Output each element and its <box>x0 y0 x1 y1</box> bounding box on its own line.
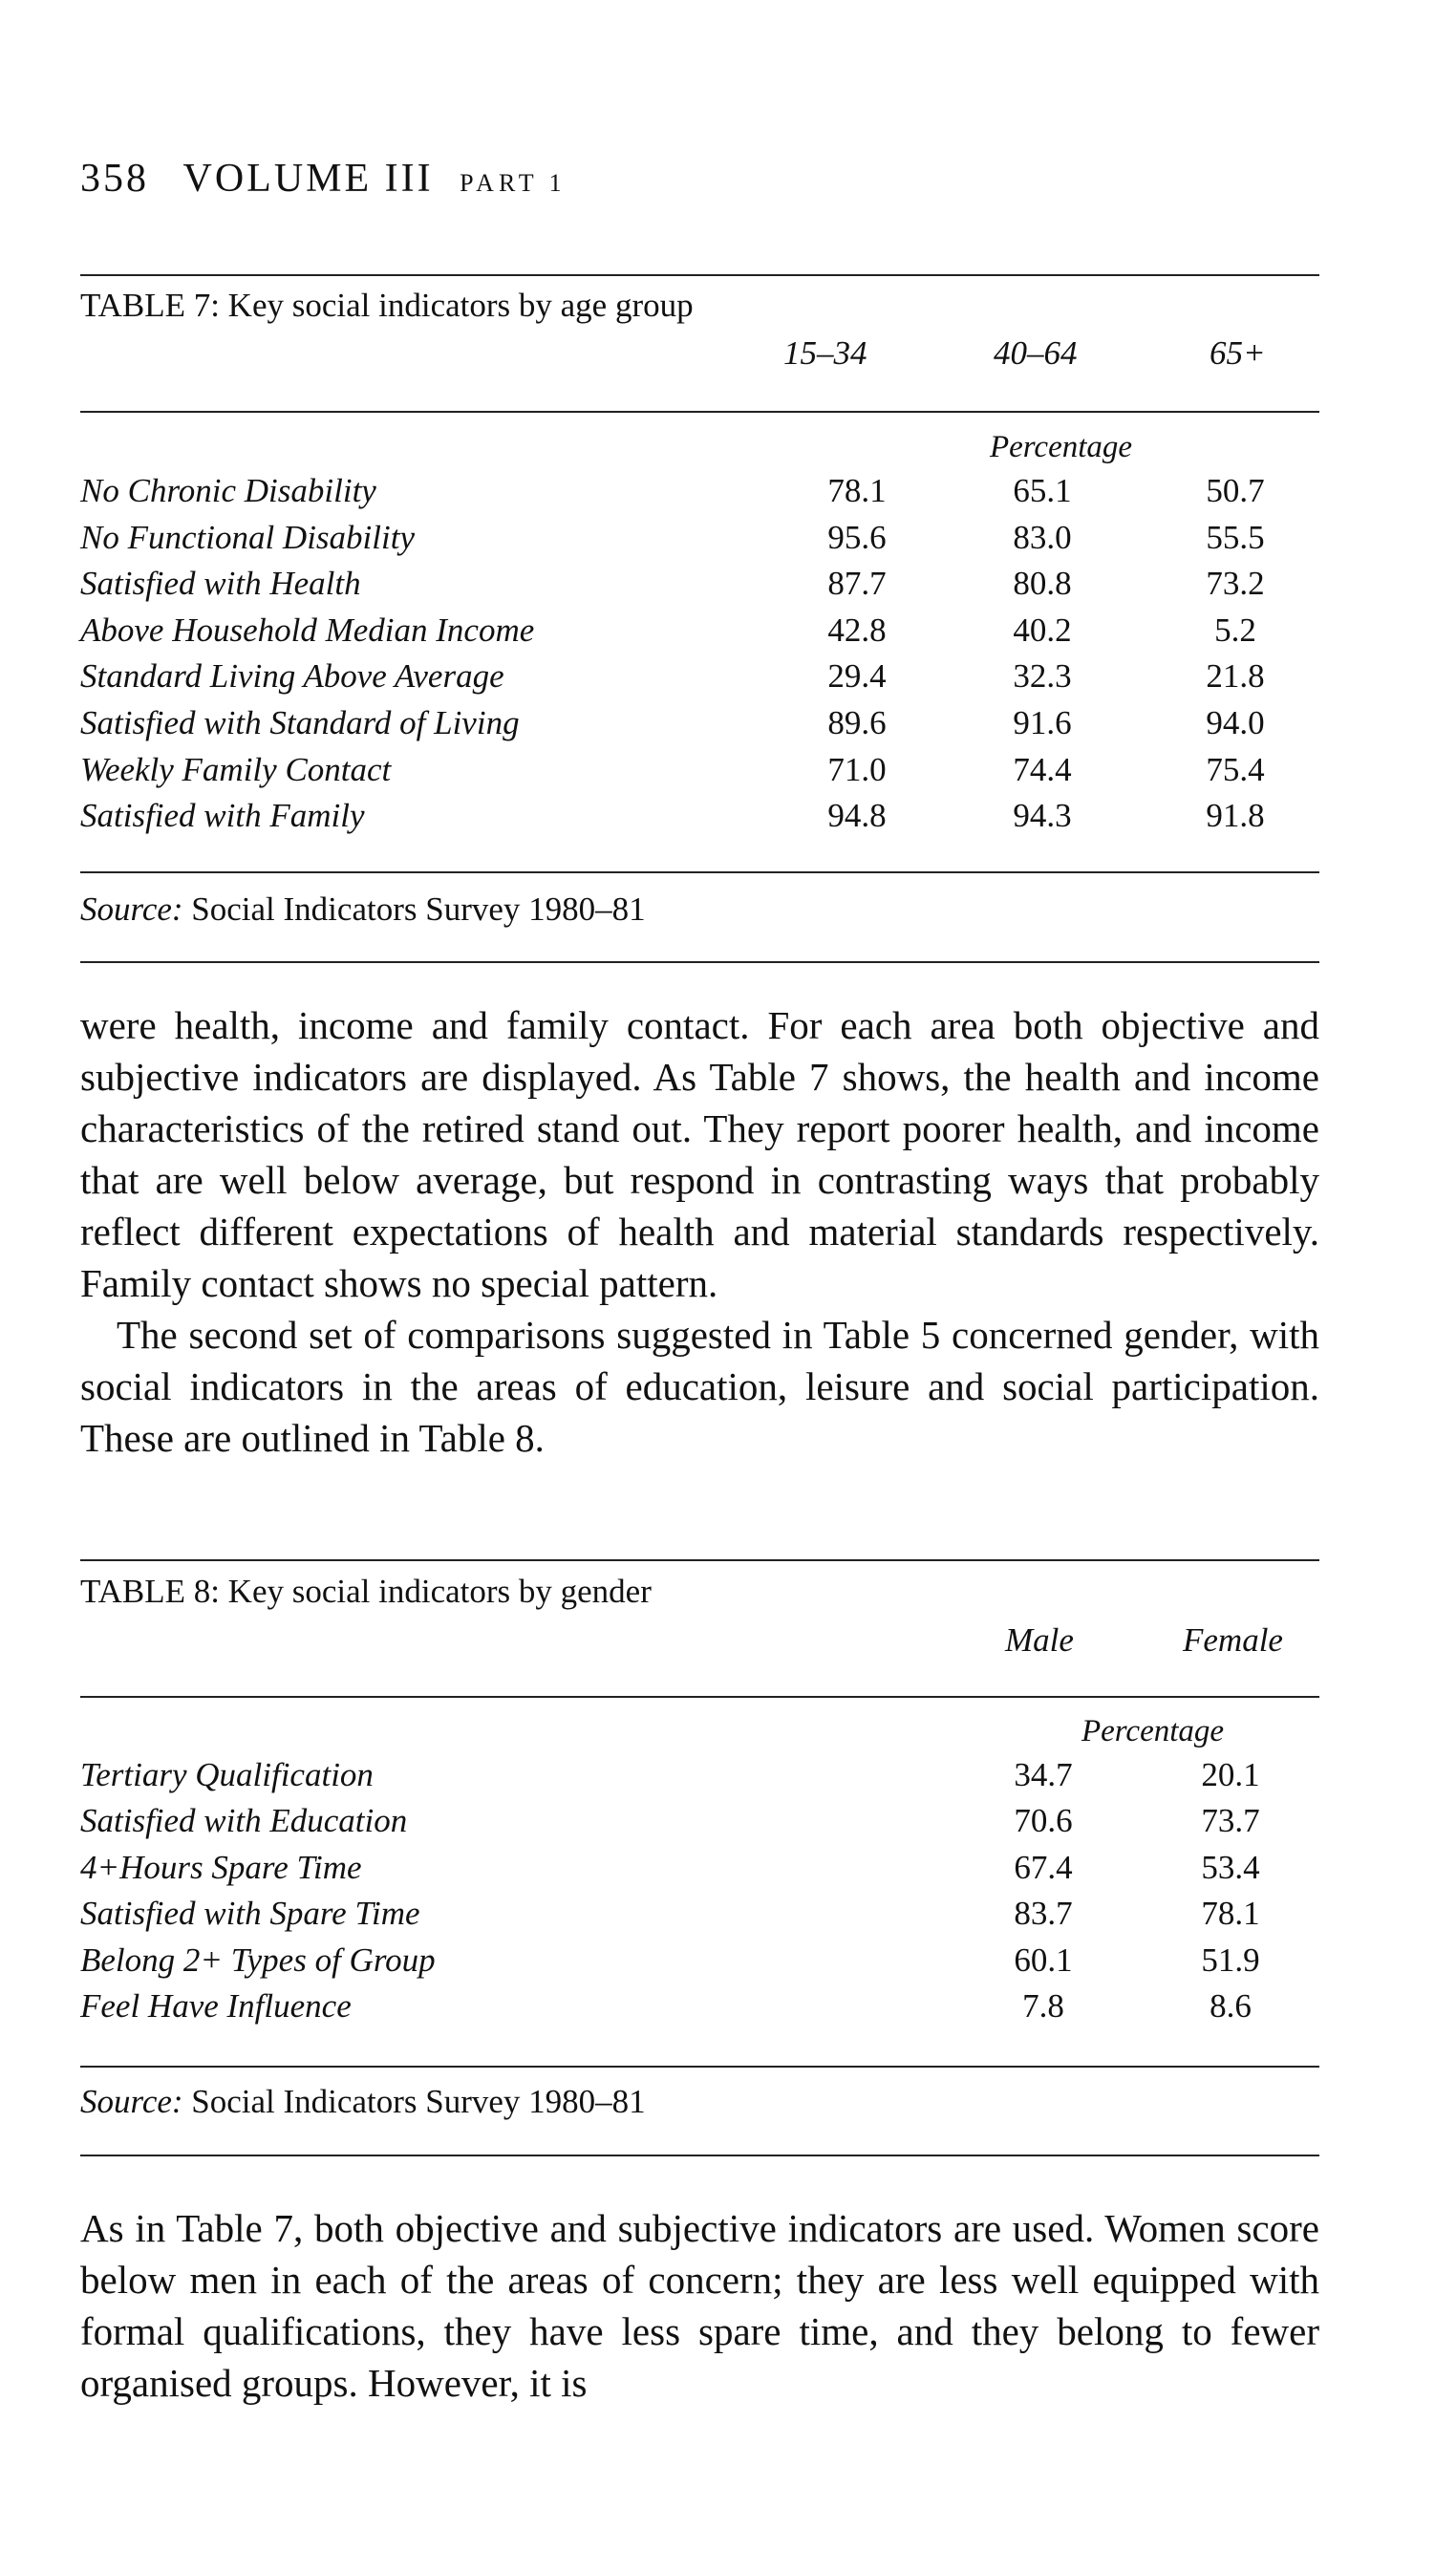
table8-end-rule <box>80 2155 1319 2156</box>
table8-row-label: Feel Have Influence <box>80 1987 352 2025</box>
table8-cell: 51.9 <box>1201 1940 1260 1979</box>
table8-row-label: 4+Hours Spare Time <box>80 1848 362 1886</box>
table7-cell: 55.5 <box>1206 518 1265 556</box>
table7-cell: 71.0 <box>827 750 887 788</box>
table8-cell: 67.4 <box>1014 1848 1073 1886</box>
table8-cell: 70.6 <box>1014 1802 1073 1840</box>
table8-row <box>0 1752 1456 1798</box>
table8-cell: 78.1 <box>1201 1895 1260 1933</box>
table8-source-text: Social Indicators Survey 1980–81 <box>191 2083 646 2120</box>
table8-cell: 53.4 <box>1201 1848 1260 1886</box>
table8-row <box>0 1983 1456 2029</box>
table7-cell: 94.0 <box>1206 704 1265 741</box>
table7-cell: 87.7 <box>827 565 887 603</box>
paragraph-2: The second set of comparisons suggested in Table 5 concerned gender, with social indicators in the areas of education, leisure and social participation. These are outlined in Table 8. <box>80 1313 1319 1460</box>
table7-col-65-plus: 65+ <box>1210 334 1266 372</box>
table7-cell: 91.6 <box>1013 704 1072 741</box>
table7-cell: 29.4 <box>827 657 887 696</box>
table8-row-label: Satisfied with Education <box>80 1802 408 1840</box>
table7-row-label: Standard Living Above Average <box>80 657 504 696</box>
table7-row <box>0 700 1456 746</box>
table7-end-rule <box>80 961 1319 963</box>
table7-top-rule <box>80 274 1319 276</box>
table7-cell: 5.2 <box>1214 611 1256 649</box>
table8-row-label: Belong 2+ Types of Group <box>80 1940 436 1979</box>
table7-cell: 89.6 <box>827 704 887 741</box>
table8-cell: 20.1 <box>1201 1756 1260 1793</box>
table7-source-label: Source: <box>80 890 183 928</box>
body-text-upper <box>80 999 1319 1464</box>
table8-row <box>0 1845 1456 1891</box>
table8-col-male: Male <box>1005 1621 1074 1659</box>
table7-cell: 83.0 <box>1013 518 1072 556</box>
table8-col-female: Female <box>1183 1621 1283 1659</box>
table7-source <box>80 890 646 929</box>
volume-label: VOLUME III <box>182 157 434 201</box>
table8-cell: 34.7 <box>1014 1756 1073 1793</box>
table7-row-label: Above Household Median Income <box>80 611 535 649</box>
table8-row <box>0 1891 1456 1937</box>
table8-row <box>0 1798 1456 1844</box>
table8-row-label: Satisfied with Spare Time <box>80 1895 420 1933</box>
table7-row <box>0 468 1456 514</box>
table7-row-label: Satisfied with Family <box>80 797 365 835</box>
body-text-lower <box>80 2202 1319 2409</box>
table7-cell: 40.2 <box>1013 611 1072 649</box>
table7-unit-label: Percentage <box>990 430 1133 464</box>
table7-cell: 42.8 <box>827 611 887 649</box>
table8-cell: 7.8 <box>1022 1987 1064 2025</box>
table7-row-label: No Chronic Disability <box>80 472 376 509</box>
table7-row-label: Satisfied with Standard of Living <box>80 704 520 741</box>
table7-cell: 91.8 <box>1206 797 1265 835</box>
table7-cell: 50.7 <box>1206 472 1265 509</box>
table7-row <box>0 654 1456 699</box>
table7-row-label: No Functional Disability <box>80 518 415 556</box>
table8-top-rule <box>80 1559 1319 1561</box>
table7-row-label: Weekly Family Contact <box>80 750 392 788</box>
running-header <box>80 155 567 207</box>
table7-cell: 80.8 <box>1013 565 1072 603</box>
table8-header-rule <box>80 1696 1319 1698</box>
table7-row <box>0 793 1456 839</box>
table7-row <box>0 515 1456 561</box>
table8-row <box>0 1938 1456 1983</box>
table7-cell: 75.4 <box>1206 750 1265 788</box>
table8-row-label: Tertiary Qualification <box>80 1756 374 1793</box>
part-label: PART 1 <box>460 169 567 197</box>
table7-cell: 32.3 <box>1013 657 1072 696</box>
table7-cell: 78.1 <box>827 472 887 509</box>
page-number: 358 <box>80 157 149 201</box>
table7-row-label: Satisfied with Health <box>80 565 361 603</box>
table7-col-15-34: 15–34 <box>783 334 867 372</box>
table8-bottom-rule <box>80 2066 1319 2068</box>
table7-header-rule <box>80 411 1319 413</box>
table7-caption: TABLE 7: Key social indicators by age group <box>80 287 694 324</box>
table8-cell: 8.6 <box>1210 1987 1252 2025</box>
table7-row <box>0 561 1456 607</box>
table7-source-text: Social Indicators Survey 1980–81 <box>191 890 646 928</box>
table7-cell: 95.6 <box>827 518 887 556</box>
table8-unit-label: Percentage <box>1081 1714 1225 1748</box>
table7-cell: 21.8 <box>1206 657 1265 696</box>
table7-cell: 73.2 <box>1206 565 1265 603</box>
table7-cell: 65.1 <box>1013 472 1072 509</box>
table7-row <box>0 747 1456 793</box>
table7-cell: 94.8 <box>827 797 887 835</box>
table7-cell: 74.4 <box>1013 750 1072 788</box>
table8-cell: 73.7 <box>1201 1802 1260 1840</box>
paragraph-1: were health, income and family contact. For each area both objective and subjective indicators are displayed. As Table 7 shows, the health and income characteristics of the retired stand out. They report poorer health, and income that are well below average, but respond in contrasting ways that probably reflect different expectations of health and material standards respectively. Family contact shows no special pattern. <box>80 1003 1319 1305</box>
table8-source-label: Source: <box>80 2083 183 2120</box>
table7-cell: 94.3 <box>1013 797 1072 835</box>
table7-row <box>0 608 1456 654</box>
table7-col-40-64: 40–64 <box>994 334 1078 372</box>
table7-bottom-rule <box>80 871 1319 873</box>
table8-source <box>80 2083 646 2121</box>
table8-cell: 60.1 <box>1014 1940 1073 1979</box>
table8-caption: TABLE 8: Key social indicators by gender <box>80 1573 652 1610</box>
paragraph-3: As in Table 7, both objective and subjective indicators are used. Women score below men in each of the areas of concern; they are less well equipped with formal qualifications, they have less spare time, and they belong to fewer organised groups. However, it is <box>80 2206 1319 2405</box>
table8-cell: 83.7 <box>1014 1895 1073 1933</box>
